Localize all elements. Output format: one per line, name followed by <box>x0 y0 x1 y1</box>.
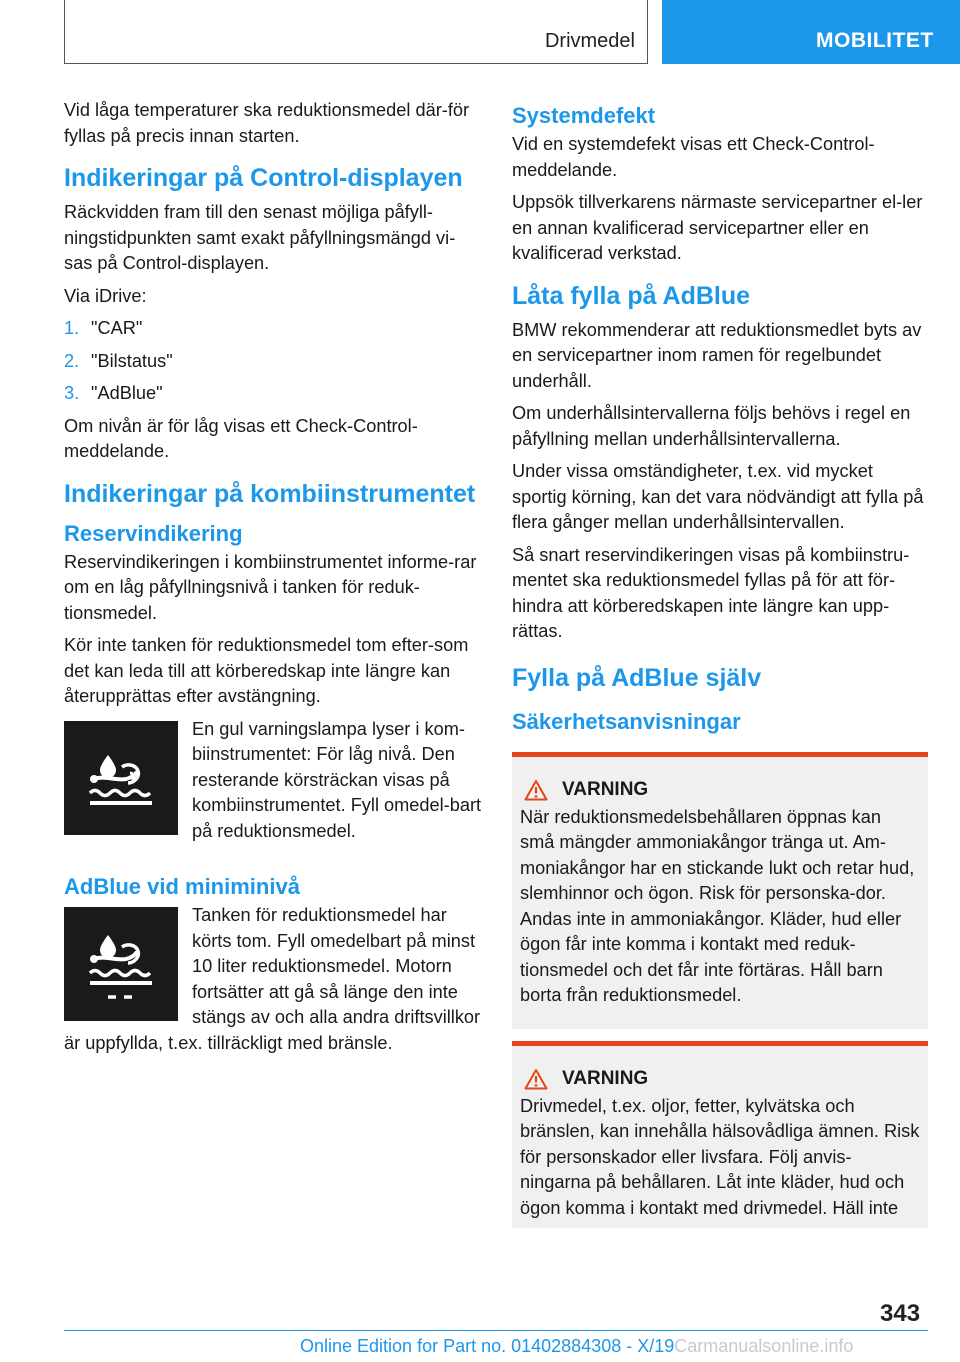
heading-control-display: Indikeringar på Control-displayen <box>64 164 463 192</box>
warning-text: Drivmedel, t.ex. oljor, fetter, kylvätska och bränslen, kan innehålla hälsovådliga ämnen. Risk för personskador eller livsfara. Följ anvis-ningarna på behållaren. Låt inte kläder, hud och ögon komma i kontakt med drivmedel. Häll inte <box>520 1095 920 1218</box>
list-item <box>64 381 482 407</box>
step-text: "AdBlue" <box>91 383 163 403</box>
let-fill-paragraph-1: BMW rekommenderar att reduktionsmedlet byts av en servicepartner inom ramen för regelbundet underhåll. <box>512 319 922 391</box>
heading-system-defect: Systemdefekt <box>512 103 656 128</box>
control-display-paragraph: Räckvidden fram till den senast möjliga påfyll-ningstidpunkten samt exakt påfyllningsmängd vi-sas på Control-displayen. <box>64 202 456 273</box>
step-number: 1. <box>64 318 80 338</box>
minimum-level-block <box>64 903 482 1063</box>
step-number: 2. <box>64 350 80 371</box>
step-text: "CAR" <box>91 318 143 338</box>
header-chapter-tab[interactable] <box>662 0 960 64</box>
header-chapter-label: MOBILITET <box>816 29 934 52</box>
edition-text: Online Edition for Part no. 01402884308 - X/19 <box>300 1336 675 1356</box>
idrive-steps-list <box>64 316 482 407</box>
minimum-level-text: Tanken för reduktionsmedel har körts tom. Fyll omedelbart på minst 10 liter reduktionsmedel. Motorn fortsätter att gå så länge den inte stängs av och alla andra driftsvillkor är uppfyllda, t.ex. tillräckligt med bränsle. <box>64 905 481 1053</box>
via-idrive-label: Via iDrive: <box>64 285 147 306</box>
heading-minimum: AdBlue vid miniminivå <box>64 874 300 899</box>
watermark-text: Carmanualsonline.info <box>674 1336 854 1356</box>
reserv-paragraph-1: Reservindikeringen i kombiinstrumentet informe-rar om en låg påfyllningsnivå i tanken för reduk-tionsmedel. <box>64 551 477 623</box>
warning-triangle-icon <box>524 1068 548 1090</box>
heading-kombi: Indikeringar på kombiinstrumentet <box>64 479 476 508</box>
system-defect-paragraph-2: Uppsök tillverkarens närmaste servicepartner el-ler en annan kvalificerad servicepartner eller en kvalificerad verkstad. <box>512 192 923 263</box>
warning-box-fuel <box>512 1041 928 1228</box>
footer-edition <box>300 1336 853 1357</box>
let-fill-paragraph-4: Så snart reservindikeringen visas på kombiinstru-mentet ska reduktionsmedel fyllas på för att för-hindra att körberedskapen inte längre kan upp-rättas. <box>512 544 910 641</box>
warning-text: När reduktionsmedelsbehållaren öppnas kan små mängder ammoniakångor tränga ut. Am-moniakångor har en stickande lukt och retar hud, slemhinnor och ögon. Risk för personska-dor. Andas inte in ammoniakångor. Kläder, hud eller ögon får inte komma i kontakt med reduk-tionsmedel och det får inte förtäras. Håll barn borta från reduktionsmedel. <box>520 806 915 1005</box>
footer-divider <box>64 1330 928 1331</box>
list-item <box>64 349 482 375</box>
page-number: 343 <box>880 1300 921 1327</box>
let-fill-paragraph-2: Om underhållsintervallerna följs behövs i regel en påfyllning mellan underhållsintervallerna. <box>512 403 911 449</box>
warning-triangle-icon <box>524 779 548 801</box>
step-number: 3. <box>64 383 80 403</box>
heading-let-fill: Låta fylla på AdBlue <box>512 281 751 310</box>
warning-title-row <box>520 1068 920 1090</box>
reserve-indicator-text: En gul varningslampa lyser i kom-biinstrumentet: För låg nivå. Den resterande körsträckan visas på kombiinstrumentet. Fyll omedel-bart på reduktionsmedel. <box>192 718 482 841</box>
warning-title: VARNING <box>562 778 649 800</box>
heading-fill-yourself: Fylla på AdBlue själv <box>512 663 762 692</box>
reserve-indicator-block <box>64 717 482 852</box>
adblue-warning-icon <box>64 721 178 835</box>
header-section-title: Drivmedel <box>544 30 635 52</box>
warning-box-ammonia <box>512 752 928 1029</box>
list-item <box>64 316 482 342</box>
heading-safety: Säkerhetsanvisningar <box>512 708 741 734</box>
warning-title-row <box>520 779 920 801</box>
intro-paragraph: Vid låga temperaturer ska reduktionsmedel där-för fyllas på precis innan starten. <box>64 100 470 146</box>
heading-reserv: Reservindikering <box>64 520 243 546</box>
adblue-empty-icon <box>64 907 178 1021</box>
warning-title: VARNING <box>562 1067 649 1089</box>
level-low-paragraph: Om nivån är för låg visas ett Check-Control-meddelande. <box>64 415 418 461</box>
header-section-box <box>64 0 648 64</box>
right-column <box>512 102 928 1240</box>
reserv-paragraph-2: Kör inte tanken för reduktionsmedel tom efter-som det kan leda till att körberedskap inte längre kan återupprättas efter avstängning. <box>64 635 469 706</box>
system-defect-paragraph-1: Vid en systemdefekt visas ett Check-Control-meddelande. <box>512 134 875 180</box>
left-column <box>64 98 482 1073</box>
let-fill-paragraph-3: Under vissa omständigheter, t.ex. vid mycket sportig körning, kan det vara nödvändigt att fylla på flera gånger mellan underhållsintervallen. <box>512 461 924 532</box>
step-text: "Bilstatus" <box>91 350 173 371</box>
